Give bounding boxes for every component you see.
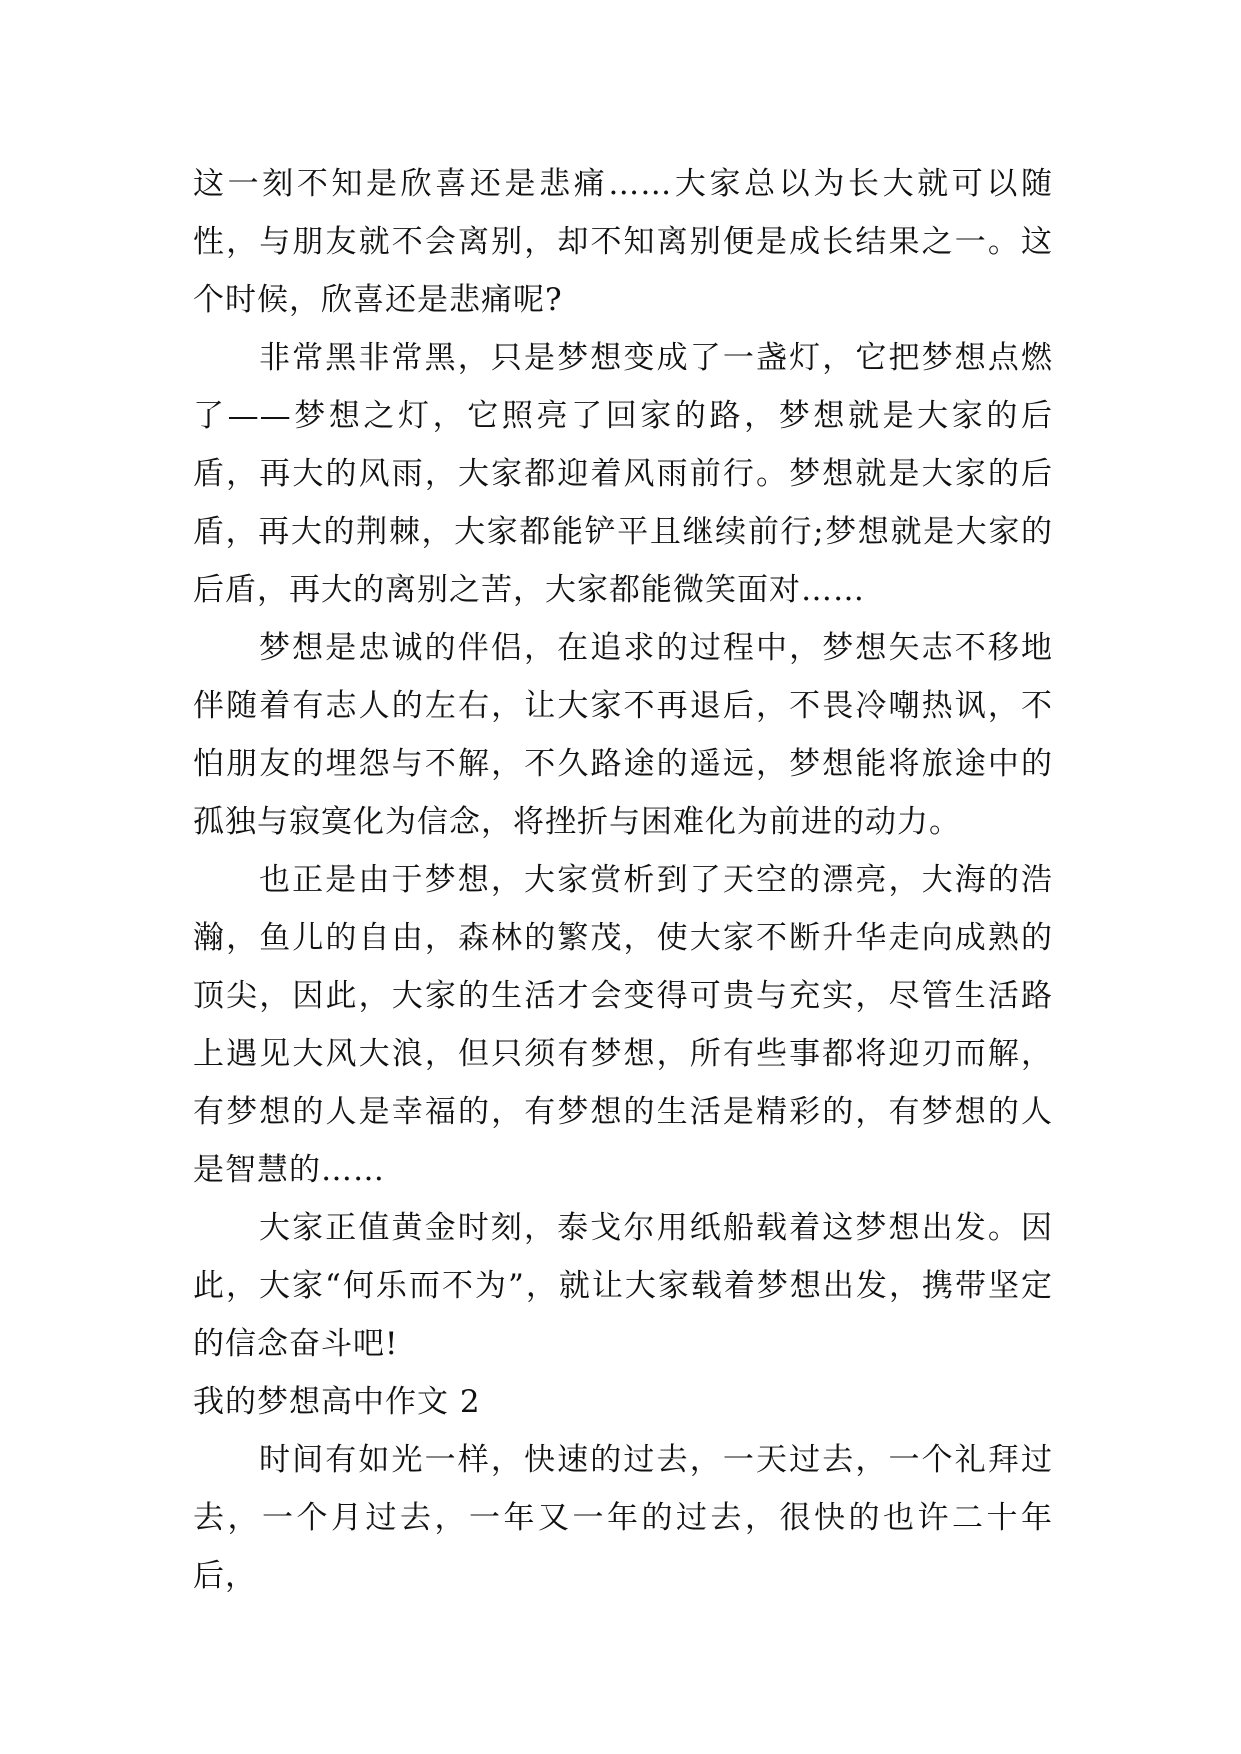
paragraph-time-passes: 时间有如光一样，快速的过去，一天过去，一个礼拜过去，一个月过去，一年又一年的过去，很快的也许二十年后， — [193, 1442, 1053, 1594]
document-body — [193, 155, 1053, 1605]
paragraph-loyal-companion: 梦想是忠诚的伴侣，在追求的过程中，梦想矢志不移地伴随着有志人的左右，让大家不再退后，不畏冷嘲热讽，不怕朋友的埋怨与不解，不久路途的遥远，梦想能将旅途中的孤独与寂寞化为信念，将挫折与困难化为前进的动力。 — [193, 630, 1053, 840]
paragraph-continued: 这一刻不知是欣喜还是悲痛……大家总以为长大就可以随性，与朋友就不会离别，却不知离别便是成长结果之一。这个时候，欣喜还是悲痛呢? — [193, 166, 1053, 318]
essay-heading: 我的梦想高中作文 2 — [193, 1384, 481, 1420]
paragraph-golden-moment: 大家正值黄金时刻，泰戈尔用纸船载着这梦想出发。因此，大家“何乐而不为”，就让大家载着梦想出发，携带坚定的信念奋斗吧! — [193, 1210, 1053, 1362]
paragraph-dream-lamp: 非常黑非常黑，只是梦想变成了一盏灯，它把梦想点燃了——梦想之灯，它照亮了回家的路，梦想就是大家的后盾，再大的风雨，大家都迎着风雨前行。梦想就是大家的后盾，再大的荆棘，大家都能铲平且继续前行;梦想就是大家的后盾，再大的离别之苦，大家都能微笑面对…… — [193, 340, 1053, 608]
paragraph-because-of-dreams: 也正是由于梦想，大家赏析到了天空的漂亮，大海的浩瀚，鱼儿的自由，森林的繁茂，使大家不断升华走向成熟的顶尖，因此，大家的生活才会变得可贵与充实，尽管生活路上遇见大风大浪，但只须有梦想，所有些事都将迎刃而解，有梦想的人是幸福的，有梦想的生活是精彩的，有梦想的人是智慧的…… — [193, 862, 1053, 1188]
